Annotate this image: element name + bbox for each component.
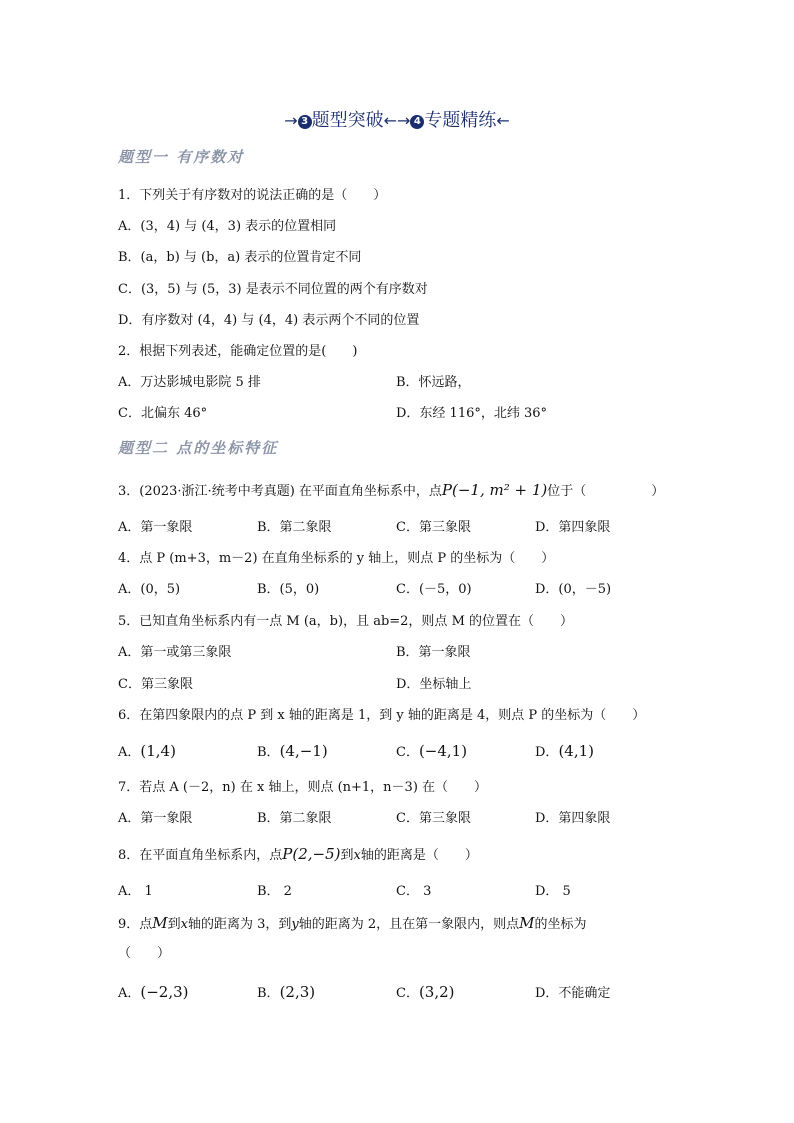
question-3-option-b: B．第二象限 (257, 520, 332, 535)
question-8-stem-a: 8．在平面直角坐标系内，点 (118, 848, 283, 863)
question-9-var-m2: M (519, 914, 535, 932)
page-banner (0, 106, 794, 132)
option-value: (4,1) (558, 742, 594, 760)
arrow-left-icon: ← (496, 111, 510, 130)
question-9-stem-d: 轴的距离为 2，且在第一象限内，则点 (298, 917, 520, 932)
question-3-stem-a: 3．(2023·浙江·统考中考真题) 在平面直角坐标系中，点 (118, 484, 442, 499)
question-1-option-b: B．(a，b) 与 (b，a) 表示的位置肯定不同 (118, 250, 362, 265)
question-6-option-b (257, 743, 328, 761)
question-7-option-b: B．第二象限 (257, 811, 332, 826)
question-8-stem-c: 轴的距离是（ ） (360, 848, 478, 863)
question-9-var-y: y (291, 917, 299, 932)
question-9-option-d: D．不能确定 (535, 986, 611, 1001)
question-3-option-d: D．第四象限 (535, 520, 611, 535)
option-label: C． (396, 745, 419, 760)
option-value: (−2,3) (140, 983, 189, 1001)
question-6-option-c (396, 743, 467, 761)
option-label: D． (535, 745, 559, 760)
question-7-option-a: A．第一象限 (118, 811, 193, 826)
question-4-option-b: B．(5，0) (257, 582, 320, 597)
question-2-option-c: C．北偏东 46° (118, 406, 208, 421)
question-8-var: x (353, 848, 361, 863)
question-4-option-a: A．(0，5) (118, 582, 181, 597)
arrow-right-icon: → (284, 111, 298, 130)
question-3-option-a: A．第一象限 (118, 520, 193, 535)
question-2-option-b: B．怀远路， (396, 375, 471, 390)
question-3-stem-b: 位于（ ） (547, 484, 665, 499)
question-8-option-b: B． 2 (257, 884, 292, 899)
question-6-stem: 6．在第四象限内的点 P 到 x 轴的距离是 1，到 y 轴的距离是 4，则点 P 的坐标为（ ） (118, 708, 646, 723)
question-5-option-b: B．第一象限 (396, 645, 471, 660)
question-7-option-c: C．第三象限 (396, 811, 471, 826)
section-heading-1: 题型一 有序数对 (118, 148, 245, 166)
number-4-badge: 4 (410, 115, 424, 129)
question-8-option-d: D． 5 (535, 884, 571, 899)
arrow-double-icon: ←→ (383, 111, 411, 130)
question-3-stem (118, 482, 664, 500)
question-9-option-c (396, 984, 455, 1002)
question-4-stem: 4．点 P (m+3，m－2) 在直角坐标系的 y 轴上，则点 P 的坐标为（ ） (118, 551, 555, 566)
question-8-stem-b: 到 (340, 848, 354, 863)
question-8-option-c: C． 3 (396, 884, 432, 899)
question-1-stem: 1．下列关于有序数对的说法正确的是（ ） (118, 188, 387, 203)
question-3-option-c: C．第三象限 (396, 520, 471, 535)
question-1-option-d: D．有序数对 (4，4) 与 (4，4) 表示两个不同的位置 (118, 313, 420, 328)
question-9-paren: （ ） (118, 946, 171, 961)
question-9-stem-b: 到 (167, 917, 181, 932)
option-label: B． (257, 745, 280, 760)
banner-part-1: 题型突破 (311, 110, 384, 131)
question-2-option-a: A．万达影城电影院 5 排 (118, 375, 261, 390)
question-5-option-a: A．第一或第三象限 (118, 645, 232, 660)
question-9-stem-c: 轴的距离为 3，到 (188, 917, 292, 932)
option-value: (1,4) (140, 742, 176, 760)
question-9-stem-a: 9．点 (118, 917, 153, 932)
question-9-option-b (257, 984, 315, 1002)
option-value: (−4,1) (418, 742, 468, 760)
question-6-option-a (118, 743, 176, 761)
question-4-option-c: C．(－5，0) (396, 582, 472, 597)
question-9-var-x: x (180, 917, 188, 932)
question-9-stem-e: 的坐标为 (534, 917, 587, 932)
question-8-stem (118, 846, 478, 864)
question-8-expression: P(2,−5) (282, 845, 341, 863)
option-value: (2,3) (279, 983, 316, 1001)
question-5-option-c: C．第三象限 (118, 677, 193, 692)
question-1-option-a: A．(3，4) 与 (4，3) 表示的位置相同 (118, 219, 337, 234)
question-7-option-d: D．第四象限 (535, 811, 611, 826)
question-1-option-c: C．(3，5) 与 (5，3) 是表示不同位置的两个有序数对 (118, 282, 428, 297)
banner-part-2: 专题精练 (424, 110, 497, 131)
question-9-option-a (118, 984, 189, 1002)
option-label: A． (118, 986, 141, 1001)
question-5-option-d: D．坐标轴上 (396, 677, 472, 692)
option-label: A． (118, 745, 141, 760)
question-6-option-d (535, 743, 594, 761)
section-heading-2: 题型二 点的坐标特征 (118, 439, 279, 457)
question-9-var-m: M (152, 914, 168, 932)
option-value: (4,−1) (279, 742, 328, 760)
question-2-option-d: D．东经 116°，北纬 36° (396, 406, 548, 421)
question-5-stem: 5．已知直角坐标系内有一点 M (a，b)，且 ab=2，则点 M 的位置在（ ） (118, 614, 574, 629)
question-4-option-d: D．(0，－5) (535, 582, 612, 597)
question-8-option-a: A． 1 (118, 884, 153, 899)
option-label: B． (257, 986, 280, 1001)
question-2-stem: 2．根据下列表述，能确定位置的是( ) (118, 344, 358, 359)
question-3-expression: P(−1, m² + 1) (441, 481, 548, 499)
option-value: (3,2) (418, 983, 455, 1001)
option-label: C． (396, 986, 419, 1001)
question-9-stem (118, 915, 587, 933)
question-7-stem: 7．若点 A (－2，n) 在 x 轴上，则点 (n+1，n－3) 在（ ） (118, 780, 488, 795)
number-3-badge: 3 (298, 115, 312, 129)
